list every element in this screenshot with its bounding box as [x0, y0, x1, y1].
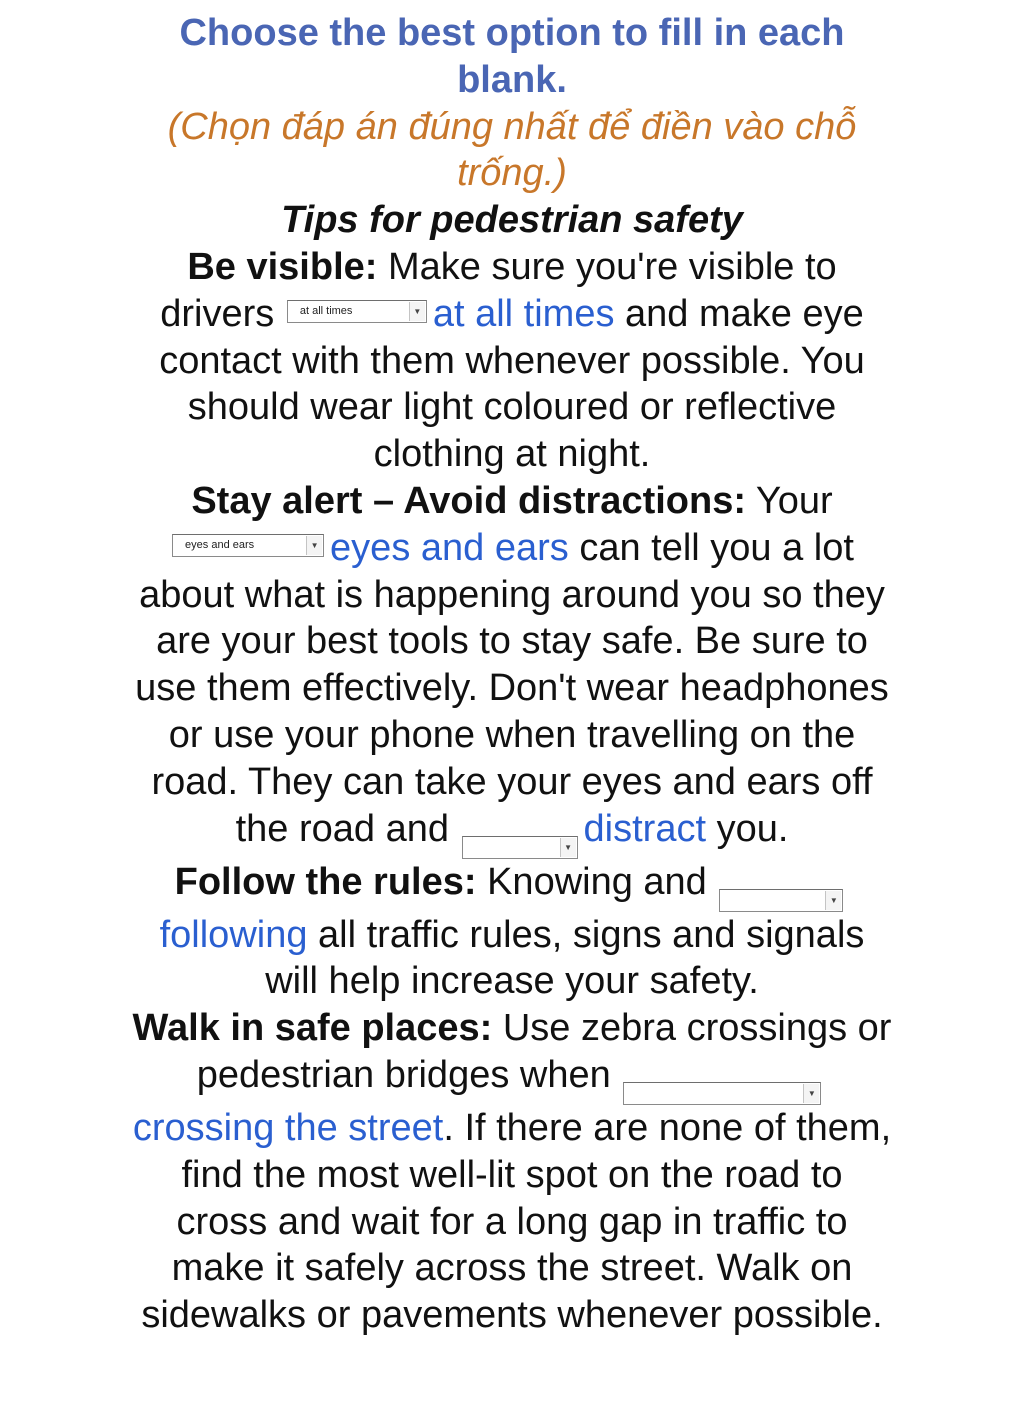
passage-text: Use zebra crossings or pedestrian bridges when — [196, 1007, 892, 1096]
passage-text: can tell you a lot about what is happening around you so they are your best tools to stay safe. Be sure to use them effectively. Don't wear headphones or use your phone when travelling on the road. They can take your eyes and ears off the road and — [135, 526, 889, 850]
section-label-be-visible: Be visible: — [187, 245, 378, 288]
passage-text: Make sure you're visible to drivers — [160, 245, 837, 335]
blank-2-value: eyes and ears — [185, 538, 255, 551]
answer-3: distract — [583, 807, 707, 850]
answer-5: crossing the street — [132, 1106, 444, 1149]
answer-1: at all times — [432, 292, 615, 335]
section-label-safe-places: Walk in safe places: — [132, 1007, 493, 1050]
passage-text: and make eye contact with them whenever possible. You should wear light coloured or reflective clothing at night. — [159, 292, 865, 476]
answer-4: following — [159, 913, 308, 956]
paragraph-follow-rules — [132, 859, 892, 1006]
passage-heading: Tips for pedestrian safety — [281, 199, 743, 242]
blank-3-select[interactable] — [462, 836, 578, 859]
paragraph-safe-places — [132, 1005, 892, 1339]
passage-text: all traffic rules, signs and signals will help increase your safety. — [265, 913, 865, 1003]
passage-text: . If there are none of them, find the most well-lit spot on the road to cross and wait for a long gap in traffic to make it safely across the street. Walk on sidewalks or pavements whenever possible. — [141, 1106, 892, 1337]
section-label-stay-alert: Stay alert – Avoid distractions: — [191, 479, 747, 522]
passage-text: you. — [706, 807, 789, 850]
blank-1-select[interactable] — [287, 300, 427, 323]
section-label-follow-rules: Follow the rules: — [174, 860, 477, 903]
paragraph-be-visible — [132, 244, 892, 478]
passage-text: Your — [746, 479, 833, 522]
blank-4-select[interactable] — [719, 889, 843, 912]
passage-text: Knowing and — [476, 860, 718, 903]
dropdown-arrow-icon: ▼ — [560, 838, 576, 857]
instruction-subtitle: (Chọn đáp án đúng nhất để điền vào chỗ trống.) — [167, 105, 857, 195]
dropdown-arrow-icon: ▼ — [825, 891, 841, 910]
answer-2: eyes and ears — [330, 526, 569, 569]
dropdown-arrow-icon: ▼ — [306, 536, 322, 555]
exercise-page — [132, 0, 892, 1339]
blank-2-select[interactable] — [172, 534, 324, 557]
blank-5-select[interactable] — [623, 1082, 821, 1105]
instruction-title: Choose the best option to fill in each blank. — [179, 12, 845, 101]
paragraph-stay-alert — [132, 478, 892, 859]
blank-1-value: at all times — [299, 304, 353, 317]
dropdown-arrow-icon: ▼ — [409, 302, 425, 321]
dropdown-arrow-icon: ▼ — [803, 1084, 819, 1103]
